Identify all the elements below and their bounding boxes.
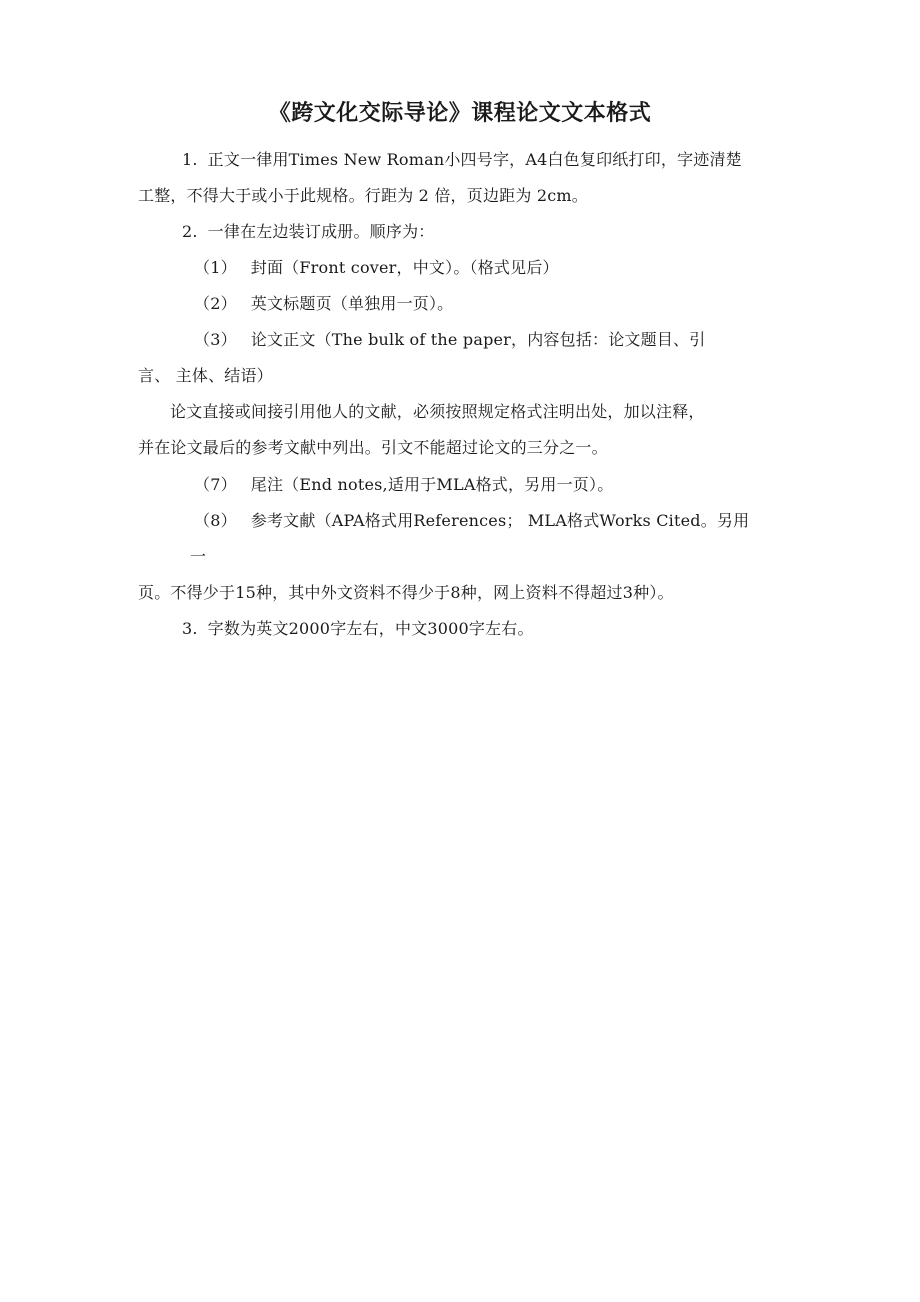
item-2-number: 2. [182, 222, 198, 241]
item-1-line-1 [182, 148, 742, 172]
item-1-number: 1. [182, 150, 198, 169]
item-3-line [182, 617, 534, 641]
subitem-3-line-1 [194, 328, 705, 352]
subitem-3-line-2: 言、 主体、结语） [138, 366, 273, 385]
subitem-3-text-line-1: 论文正文（The bulk of the paper，内容包括：论文题目、引 [250, 330, 706, 349]
quote-note-line-2: 并在论文最后的参考文献中列出。引文不能超过论文的三分之一。 [138, 438, 608, 457]
item-3-number: 3. [182, 619, 198, 638]
subitem-8-line-1 [194, 509, 749, 533]
quote-note-line-1: 论文直接或间接引用他人的文献，必须按照规定格式注明出处，加以注释， [170, 402, 705, 421]
item-1-text-line-1: 正文一律用Times New Roman小四号字，A4白色复印纸打印，字迹清楚 [207, 150, 742, 169]
subitem-7-number: （7） [194, 475, 237, 494]
subitem-8-number: （8） [194, 511, 237, 530]
subitem-7-line [194, 473, 613, 497]
subitem-2-text: 英文标题页（单独用一页）。 [250, 294, 454, 313]
subitem-8-line-3: 页。不得少于15种，其中外文资料不得少于8种，网上资料不得超过3种）。 [138, 583, 674, 602]
subitem-8-text-line-1: 参考文献（APA格式用References； MLA格式Works Cited。另用 [250, 511, 750, 530]
item-2-text: 一律在左边装订成册。顺序为： [207, 222, 435, 241]
subitem-8-line-2: 一 [190, 547, 207, 566]
subitem-2-line [194, 292, 453, 316]
item-2-line [182, 220, 434, 244]
subitem-1-text: 封面（Front cover，中文）。（格式见后） [250, 258, 559, 277]
item-1-line-2: 工整，不得大于或小于此规格。行距为 2 倍，页边距为 2cm。 [138, 186, 588, 205]
subitem-1-number: （1） [194, 258, 237, 277]
subitem-7-text: 尾注（End notes,适用于MLA格式，另用一页）。 [250, 475, 614, 494]
subitem-2-number: （2） [194, 294, 237, 313]
subitem-3-number: （3） [194, 330, 237, 349]
document-title: 《跨文化交际导论》课程论文文本格式 [268, 100, 652, 126]
subitem-1-line [194, 256, 559, 280]
item-3-text: 字数为英文2000字左右，中文3000字左右。 [207, 619, 534, 638]
